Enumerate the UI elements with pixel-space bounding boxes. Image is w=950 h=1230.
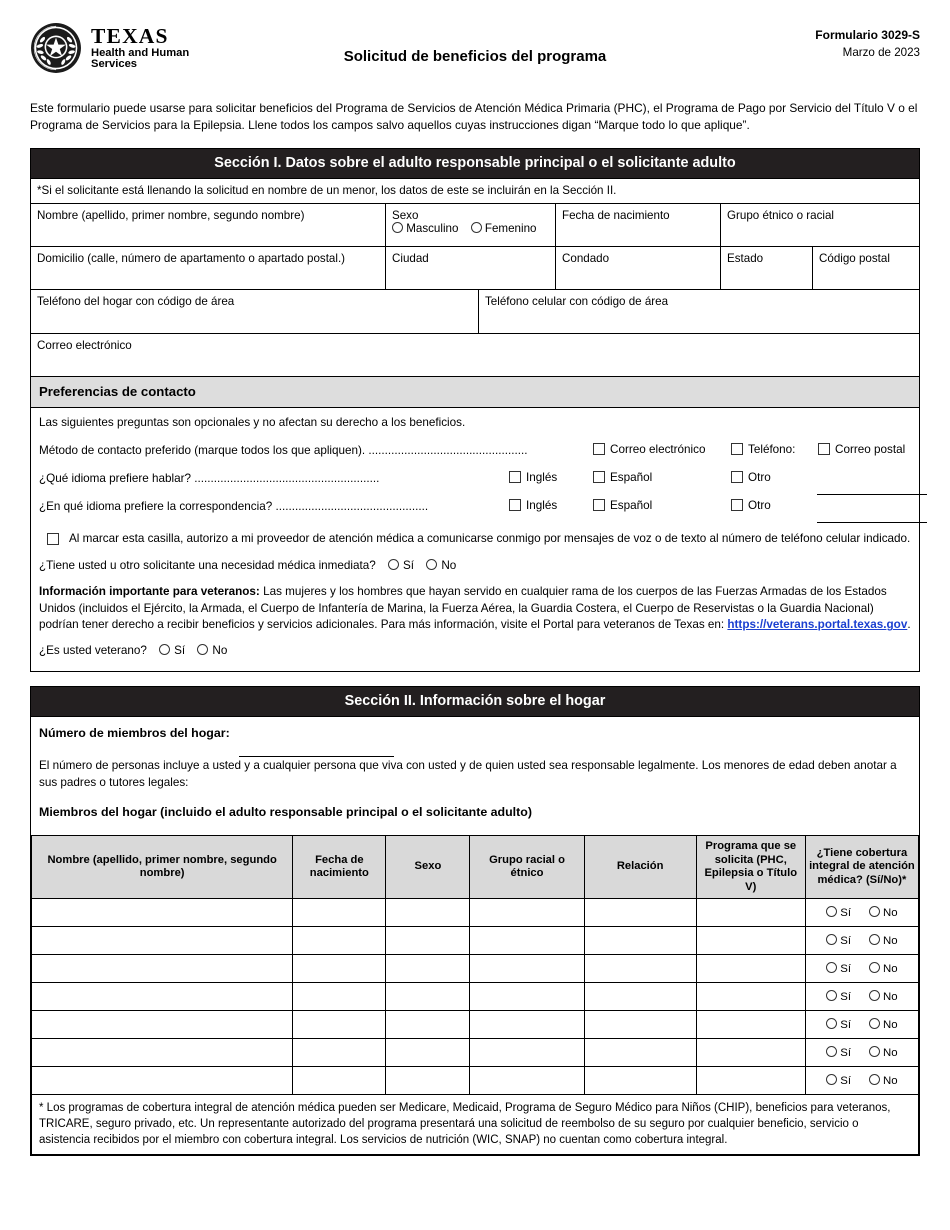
logo-line2: Health and Human [91, 46, 190, 59]
coverage-no-label: No [883, 1018, 898, 1031]
cell-relation[interactable] [584, 926, 696, 954]
phones-row [31, 289, 919, 333]
field-state[interactable] [721, 247, 813, 289]
coverage-no-label: No [883, 1046, 898, 1059]
speak-other-input[interactable] [817, 494, 927, 495]
coverage-yes-option[interactable] [826, 906, 851, 919]
checkbox-write-spanish-icon[interactable] [593, 499, 605, 511]
radio-coverage-no-icon[interactable] [869, 906, 880, 917]
cell-coverage[interactable] [805, 982, 918, 1010]
veteran-question-row [39, 644, 911, 657]
urgent-yes-label: Sí [403, 559, 415, 573]
cell-dob[interactable] [293, 926, 386, 954]
radio-coverage-yes-icon[interactable] [826, 1018, 837, 1029]
section-1-title: Sección I. Datos sobre el adulto responsable principal o el solicitante adulto [31, 149, 919, 178]
sex-male-option[interactable] [392, 222, 462, 235]
coverage-yes-option[interactable] [826, 1074, 851, 1087]
coverage-yes-label: Sí [840, 990, 852, 1003]
contact-preferences-title: Preferencias de contacto [31, 376, 919, 407]
veteran-question: ¿Es usted veterano? [39, 644, 147, 658]
speak-option-english[interactable] [509, 471, 557, 484]
cell-dob[interactable] [293, 898, 386, 926]
method-option-email[interactable] [593, 443, 706, 456]
preferred-method-row [39, 441, 911, 469]
cell-coverage[interactable] [805, 1010, 918, 1038]
cell-sex[interactable] [386, 982, 470, 1010]
cell-coverage[interactable] [805, 1066, 918, 1094]
coverage-no-option[interactable] [869, 962, 898, 975]
email-row [31, 333, 919, 376]
cell-relation[interactable] [584, 982, 696, 1010]
authorization-text: Al marcar esta casilla, autorizo a mi proveedor de atención médica a comunicarse conmigo por mensajes de voz o de texto al número de teléfono celular indicado. [69, 531, 911, 545]
checkbox-email-icon[interactable] [593, 443, 605, 455]
method-mail-label: Correo postal [835, 442, 906, 456]
cell-program[interactable] [696, 926, 805, 954]
cell-coverage[interactable] [805, 954, 918, 982]
field-home-phone[interactable] [31, 290, 479, 333]
field-sex[interactable] [386, 204, 556, 246]
checkbox-mail-icon[interactable] [818, 443, 830, 455]
cell-dob[interactable] [293, 1066, 386, 1094]
method-option-mail[interactable] [818, 443, 905, 456]
logo-line3: Services [91, 58, 138, 71]
cell-sex[interactable] [386, 926, 470, 954]
field-state-label: Estado [727, 251, 764, 265]
checkbox-phone-icon[interactable] [731, 443, 743, 455]
coverage-no-option[interactable] [869, 1018, 898, 1031]
coverage-no-label: No [883, 906, 898, 919]
table-header-row [32, 836, 919, 899]
coverage-yes-label: Sí [840, 1018, 852, 1031]
cell-sex[interactable] [386, 954, 470, 982]
field-county-label: Condado [562, 251, 610, 265]
checkbox-speak-english-icon[interactable] [509, 471, 521, 483]
contact-preferences-body [31, 407, 919, 671]
radio-urgent-yes-icon[interactable] [388, 559, 399, 570]
cell-sex[interactable] [386, 1066, 470, 1094]
urgent-need-question-row [39, 559, 911, 572]
checkbox-authorization-icon[interactable] [47, 533, 59, 545]
field-email[interactable] [31, 334, 919, 376]
coverage-no-option[interactable] [869, 906, 898, 919]
radio-veteran-no-icon[interactable] [197, 644, 208, 655]
cell-dob[interactable] [293, 954, 386, 982]
household-members-table [31, 835, 919, 1095]
coverage-no-label: No [883, 1074, 898, 1087]
checkbox-write-other-icon[interactable] [731, 499, 743, 511]
cell-coverage[interactable] [805, 898, 918, 926]
coverage-yes-option[interactable] [826, 934, 851, 947]
radio-coverage-yes-icon[interactable] [826, 990, 837, 1001]
cell-name[interactable] [32, 982, 293, 1010]
cell-dob[interactable] [293, 1010, 386, 1038]
sex-male-label: Masculino [406, 221, 459, 235]
coverage-yes-label: Sí [840, 1074, 852, 1087]
cell-dob[interactable] [293, 982, 386, 1010]
coverage-yes-option[interactable] [826, 962, 851, 975]
cell-coverage[interactable] [805, 926, 918, 954]
cell-relation[interactable] [584, 1010, 696, 1038]
radio-veteran-yes-icon[interactable] [159, 644, 170, 655]
field-email-label: Correo electrónico [37, 338, 132, 352]
coverage-no-option[interactable] [869, 1046, 898, 1059]
cell-ethnic[interactable] [470, 982, 584, 1010]
table-row [32, 982, 919, 1010]
household-count-input[interactable] [239, 742, 394, 757]
coverage-yes-option[interactable] [826, 1046, 851, 1059]
veterans-portal-link[interactable]: https://veterans.portal.texas.gov [727, 618, 908, 632]
veteran-info-text-end: . [907, 618, 911, 632]
cell-ethnic[interactable] [470, 1038, 584, 1066]
radio-coverage-yes-icon[interactable] [826, 906, 837, 917]
household-count-label: Número de miembros del hogar: [39, 726, 230, 741]
section-2 [30, 686, 920, 1156]
voice-text-authorization[interactable] [39, 525, 911, 547]
coverage-no-label: No [883, 962, 898, 975]
field-name-label: Nombre (apellido, primer nombre, segundo nombre) [37, 208, 305, 222]
cell-relation[interactable] [584, 954, 696, 982]
cell-program[interactable] [696, 982, 805, 1010]
cell-name[interactable] [32, 1038, 293, 1066]
preferred-method-question: Método de contacto preferido (marque todos los que apliquen). ................................................. [39, 443, 528, 457]
cell-relation[interactable] [584, 898, 696, 926]
cell-relation[interactable] [584, 1038, 696, 1066]
field-sex-label: Sexo [392, 208, 419, 222]
write-option-spanish[interactable] [593, 499, 652, 512]
field-dob-label: Fecha de nacimiento [562, 208, 670, 222]
field-ethnic-label: Grupo étnico o racial [727, 208, 834, 222]
write-english-label: Inglés [526, 498, 558, 512]
write-other-label: Otro [748, 498, 771, 512]
field-address-label: Domicilio (calle, número de apartamento o apartado postal.) [37, 251, 346, 265]
cell-name[interactable] [32, 1010, 293, 1038]
cell-ethnic[interactable] [470, 898, 584, 926]
field-address[interactable] [31, 247, 386, 289]
urgent-need-question: ¿Tiene usted u otro solicitante una necesidad médica inmediata? [39, 559, 376, 573]
radio-coverage-no-icon[interactable] [869, 1046, 880, 1057]
col-header-dob: Fecha de nacimiento [293, 836, 386, 899]
col-header-sex: Sexo [386, 836, 470, 899]
coverage-yes-option[interactable] [826, 990, 851, 1003]
field-cell-phone[interactable] [479, 290, 919, 333]
radio-coverage-yes-icon[interactable] [826, 934, 837, 945]
radio-coverage-no-icon[interactable] [869, 962, 880, 973]
speak-option-other[interactable] [731, 471, 771, 484]
section-1-note: *Si el solicitante está llenando la solicitud en nombre de un menor, los datos de este se incluirán en la Sección II. [31, 178, 919, 203]
col-header-program: Programa que se solicita (PHC, Epilepsia o Título V) [696, 836, 805, 899]
col-header-name: Nombre (apellido, primer nombre, segundo nombre) [32, 836, 293, 899]
cell-ethnic[interactable] [470, 926, 584, 954]
speak-spanish-label: Español [610, 470, 653, 484]
household-table-body [32, 898, 919, 1094]
veteran-info-text: Las mujeres y los hombres que hayan servido en cualquier rama de los cuerpos de las Fuerzas Armadas de los Estados Unidos (incluidos el Ejército, la Armada, el Cuerpo de Infantería de Marina, la Fuerza Aérea, la Guardia Costera, el Cuerpo de Reservistas o la Guardia Nacional) podrían tener derecho a recibir beneficios y servicios adicionales. Para más información, visite el Portal para veteranos de Texas en: [39, 585, 887, 632]
cell-ethnic[interactable] [470, 1010, 584, 1038]
cell-program[interactable] [696, 1010, 805, 1038]
cell-program[interactable] [696, 1038, 805, 1066]
write-language-row [39, 497, 911, 525]
field-ethnic-group[interactable] [721, 204, 919, 246]
intro-paragraph: Este formulario puede usarse para solicitar beneficios del Programa de Servicios de Atención Médica Primaria (PHC), el Programa de Pago por Servicio del Título V o el Programa de Servicios para la Epilepsia. Llene todos los campos salvo aquellos cuyas instrucciones digan “Marque todo lo que aplique”. [30, 101, 918, 132]
form-date: Marzo de 2023 [842, 46, 920, 59]
speak-language-question: ¿Qué idioma prefiere hablar? ......................................................... [39, 471, 380, 485]
method-phone-label: Teléfono: [748, 442, 796, 456]
write-option-other[interactable] [731, 499, 771, 512]
coverage-no-option[interactable] [869, 1074, 898, 1087]
address-row [31, 246, 919, 289]
cell-name[interactable] [32, 926, 293, 954]
coverage-no-option[interactable] [869, 934, 898, 947]
cell-coverage[interactable] [805, 1038, 918, 1066]
write-option-english[interactable] [509, 499, 557, 512]
urgent-no-label: No [441, 559, 457, 573]
radio-urgent-no-icon[interactable] [426, 559, 437, 570]
table-row [32, 1010, 919, 1038]
coverage-footnote: * Los programas de cobertura integral de atención médica pueden ser Medicare, Medicaid, Programa de Seguro Médico para Niños (CHIP), beneficios para veteranos, TRICARE, seguro privado, etc. Un representante autorizado del programa presentará una solicitud de reembolso de su seguro por cualquier beneficio, servicio o asistencia recibidos por el miembro con cobertura integral. Los servicios de nutrición (WIC, SNAP) no cuentan como cobertura integral. [31, 1095, 919, 1155]
contact-preferences-intro: Las siguientes preguntas son opcionales y no afectan su derecho a los beneficios. [39, 415, 466, 429]
coverage-yes-label: Sí [840, 1046, 852, 1059]
coverage-no-option[interactable] [869, 990, 898, 1003]
speak-option-spanish[interactable] [593, 471, 652, 484]
table-row [32, 926, 919, 954]
household-paragraph: El número de personas incluye a usted y a cualquier persona que viva con usted y de quien usted sea responsable legalmente. Los menores de edad deben anotar a sus padres o tutores legales: [39, 759, 897, 789]
veteran-yes-label: Sí [174, 644, 186, 658]
col-header-ethnic: Grupo racial o étnico [470, 836, 584, 899]
coverage-no-label: No [883, 934, 898, 947]
page-header [30, 0, 920, 78]
cell-dob[interactable] [293, 1038, 386, 1066]
col-header-relation: Relación [584, 836, 696, 899]
field-cell-phone-label: Teléfono celular con código de área [485, 294, 669, 308]
cell-name[interactable] [32, 898, 293, 926]
sex-female-option[interactable] [471, 222, 537, 235]
field-name[interactable] [31, 204, 386, 246]
table-row [32, 1066, 919, 1094]
cell-name[interactable] [32, 954, 293, 982]
cell-sex[interactable] [386, 898, 470, 926]
cell-relation[interactable] [584, 1066, 696, 1094]
write-language-question: ¿En qué idioma prefiere la correspondencia? ............................................... [39, 499, 429, 513]
field-zip-label: Código postal [819, 251, 890, 265]
field-county[interactable] [556, 247, 721, 289]
radio-coverage-no-icon[interactable] [869, 1018, 880, 1029]
speak-other-label: Otro [748, 470, 771, 484]
method-email-label: Correo electrónico [610, 442, 706, 456]
coverage-yes-label: Sí [840, 934, 852, 947]
cell-sex[interactable] [386, 1038, 470, 1066]
checkbox-speak-spanish-icon[interactable] [593, 471, 605, 483]
coverage-yes-label: Sí [840, 906, 852, 919]
checkbox-speak-other-icon[interactable] [731, 471, 743, 483]
veteran-information [39, 584, 911, 634]
write-spanish-label: Español [610, 498, 653, 512]
radio-male-icon[interactable] [392, 222, 403, 233]
veteran-no-label: No [212, 644, 228, 658]
cell-name[interactable] [32, 1066, 293, 1094]
radio-coverage-yes-icon[interactable] [826, 962, 837, 973]
cell-program[interactable] [696, 954, 805, 982]
field-city-label: Ciudad [392, 251, 429, 265]
checkbox-write-english-icon[interactable] [509, 499, 521, 511]
method-option-phone[interactable] [731, 443, 795, 456]
radio-coverage-yes-icon[interactable] [826, 1046, 837, 1057]
cell-ethnic[interactable] [470, 954, 584, 982]
radio-coverage-no-icon[interactable] [869, 990, 880, 1001]
table-row [32, 954, 919, 982]
radio-coverage-yes-icon[interactable] [826, 1074, 837, 1085]
speak-english-label: Inglés [526, 470, 558, 484]
cell-ethnic[interactable] [470, 1066, 584, 1094]
field-city[interactable] [386, 247, 556, 289]
section-2-body [31, 716, 919, 835]
section-1 [30, 148, 920, 672]
household-members-heading: Miembros del hogar (incluido el adulto responsable principal o el solicitante adulto) [39, 805, 532, 820]
form-number: Formulario 3029-S [815, 28, 920, 42]
name-sex-dob-row [31, 203, 919, 246]
form-identifier [815, 26, 920, 61]
sex-female-label: Femenino [484, 221, 537, 235]
table-row [32, 1038, 919, 1066]
col-header-coverage: ¿Tiene cobertura integral de atención médica? (Sí/No)* [805, 836, 918, 899]
coverage-no-label: No [883, 990, 898, 1003]
write-other-input[interactable] [817, 522, 927, 523]
field-zip[interactable] [813, 247, 919, 289]
veteran-info-label: Información importante para veteranos: [39, 585, 260, 599]
coverage-yes-option[interactable] [826, 1018, 851, 1031]
radio-coverage-no-icon[interactable] [869, 1074, 880, 1085]
field-dob[interactable] [556, 204, 721, 246]
coverage-yes-label: Sí [840, 962, 852, 975]
cell-sex[interactable] [386, 1010, 470, 1038]
speak-language-row [39, 469, 911, 497]
radio-coverage-no-icon[interactable] [869, 934, 880, 945]
field-home-phone-label: Teléfono del hogar con código de área [37, 294, 235, 308]
page-title: Solicitud de beneficios del programa [343, 48, 607, 65]
cell-program[interactable] [696, 1066, 805, 1094]
radio-female-icon[interactable] [471, 222, 482, 233]
table-row [32, 898, 919, 926]
cell-program[interactable] [696, 898, 805, 926]
section-2-title: Sección II. Información sobre el hogar [31, 687, 919, 716]
logo-texas-text: TEXAS [91, 23, 169, 48]
